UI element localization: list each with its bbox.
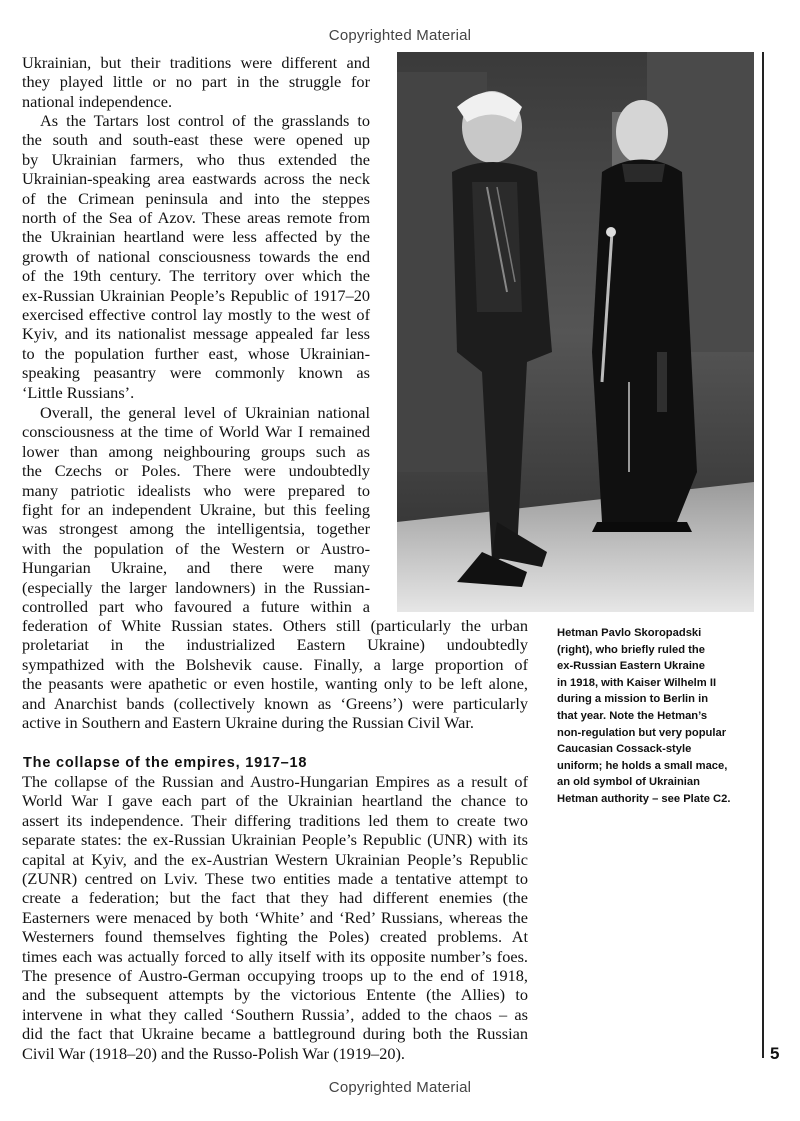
text-line: national independence. <box>22 91 173 111</box>
caption-line: uniform; he holds a small mace, <box>557 759 728 772</box>
paragraph-2 <box>22 111 370 402</box>
caption-line: in 1918, with Kaiser Wilhelm II <box>557 676 717 689</box>
text-line: Easterners were menaced by both ‘White’ and ‘Red’ Russians, whereas the <box>22 907 528 927</box>
text-line: speaking peasantry were commonly known as <box>22 363 370 383</box>
text-line: growth of national consciousness towards the end <box>22 246 370 266</box>
text-line: the Ukrainian heartland were less affected by the <box>22 227 370 247</box>
watermark-bottom: Copyrighted Material <box>328 1079 472 1096</box>
text-line: to the population further east, whose Ukrainian- <box>22 343 370 363</box>
watermark-top: Copyrighted Material <box>328 27 472 44</box>
text-line: (especially the larger landowners) in the Russian- <box>22 577 370 597</box>
text-line: did the fact that Ukraine became a battleground during both the Russian <box>22 1024 528 1044</box>
text-line: As the Tartars lost control of the grasslands to <box>40 111 370 130</box>
text-line: Ukrainian, but their traditions were different and <box>22 53 370 72</box>
text-line: proletariat in the industrialized Eastern Ukraine) undoubtedly <box>22 635 528 655</box>
text-line: separate states: the ex-Russian Ukrainian People’s Republic (UNR) with its <box>22 830 528 850</box>
text-line: consciousness at the time of World War I remained <box>22 422 370 442</box>
historical-photo <box>397 52 754 612</box>
text-line: intervene in what they called ‘Southern Russia’, added to the chaos – as <box>22 1004 528 1024</box>
text-line: fight for an independent Ukraine, but this feeling <box>22 500 370 520</box>
text-line: Overall, the general level of Ukrainian national <box>40 403 370 422</box>
text-line: and the subsequent attempts by the victorious Entente (the Allies) to <box>22 985 528 1005</box>
caption-line: (right), who briefly ruled the <box>557 643 705 656</box>
caption-line: an old symbol of Ukrainian <box>557 776 700 789</box>
text-line: create a federation; but the fact that they had different enemies (the <box>22 888 528 908</box>
paragraph-3 <box>22 403 370 616</box>
text-line: the Czechs or Poles. There were undoubtedly <box>22 461 370 481</box>
text-line: the south and south-east these were opened up <box>22 130 370 150</box>
page-number: 5 <box>770 1044 780 1063</box>
text-line: Westerners found themselves fighting the Poles) created problems. At <box>22 927 528 947</box>
text-line: sympathized with the Bolshevik cause. Finally, a large proportion of <box>22 654 528 674</box>
text-line: Ukrainian-speaking area eastwards across the neck <box>22 169 370 189</box>
text-line: the peasants were apathetic or even hostile, wanting only to be left alone, <box>22 674 528 694</box>
section-heading: The collapse of the empires, 1917–18 <box>23 755 308 771</box>
text-line: ex-Russian Ukrainian People’s Republic of 1917–20 <box>22 285 370 305</box>
text-line: federation of White Russian states. Others still (particularly the urban <box>22 616 528 635</box>
text-line: exercised effective control lay mostly to the west of <box>22 305 370 325</box>
text-line: many patriotic idealists who were prepared to <box>22 480 370 500</box>
text-line: The presence of Austro-German occupying troops up to the end of 1918, <box>22 966 528 986</box>
text-line: Kyiv, and its nationalist message appealed far less <box>22 324 370 344</box>
vertical-rule <box>762 52 764 1058</box>
text-line: ‘Little Russians’. <box>22 382 135 402</box>
caption-line: Hetman authority – see Plate C2. <box>557 792 731 805</box>
caption-line: that year. Note the Hetman’s <box>557 709 708 722</box>
photo-caption <box>557 625 757 808</box>
photo-illustration <box>397 52 754 612</box>
text-line: north of the Sea of Azov. These areas remote from <box>22 208 370 228</box>
text-line: The collapse of the Russian and Austro-Hungarian Empires as a result of <box>22 772 528 791</box>
text-line: lower than among neighbouring groups such as <box>22 441 370 461</box>
text-line: assert its independence. Their differing traditions led them to create two <box>22 810 528 830</box>
text-line: Hungarian Ukraine, and there were many <box>22 558 370 578</box>
text-line: active in Southern and Eastern Ukraine during the Russian Civil War. <box>22 713 474 733</box>
paragraph-3-continuation <box>22 616 528 732</box>
section-body <box>22 772 528 1063</box>
text-line: times each was actually forced to ally itself with its opposite number’s foes. <box>22 946 528 966</box>
text-line: World War I gave each part of the Ukrainian heartland the chance to <box>22 791 528 811</box>
text-line: they played little or no part in the struggle for <box>22 72 370 92</box>
text-line: capital at Kyiv, and the ex-Austrian Western Ukrainian People’s Republic <box>22 849 528 869</box>
text-line: controlled part who favoured a future within a <box>22 597 370 617</box>
text-line: was strongest among the intelligentsia, together <box>22 519 370 539</box>
text-line: (ZUNR) centred on Lviv. These two entities made a tentative attempt to <box>22 869 528 889</box>
caption-line: ex-Russian Eastern Ukraine <box>557 660 705 673</box>
text-line: by Ukrainian farmers, who thus extended the <box>22 149 370 169</box>
text-line: Civil War (1918–20) and the Russo-Polish War (1919–20). <box>22 1043 405 1063</box>
caption-line: during a mission to Berlin in <box>557 693 709 706</box>
text-line: with the population of the Western or Austro- <box>22 538 370 558</box>
caption-line: Hetman Pavlo Skoropadski <box>557 627 702 639</box>
caption-line: non-regulation but very popular <box>557 726 727 739</box>
text-line: of the 19th century. The territory over which the <box>22 266 370 286</box>
paragraph-1 <box>22 53 370 111</box>
text-line: and Anarchist bands (collectively known as ‘Greens’) were particularly <box>22 693 528 713</box>
text-line: of the Crimean peninsula and into the steppes <box>22 188 370 208</box>
caption-line: Caucasian Cossack-style <box>557 743 692 756</box>
